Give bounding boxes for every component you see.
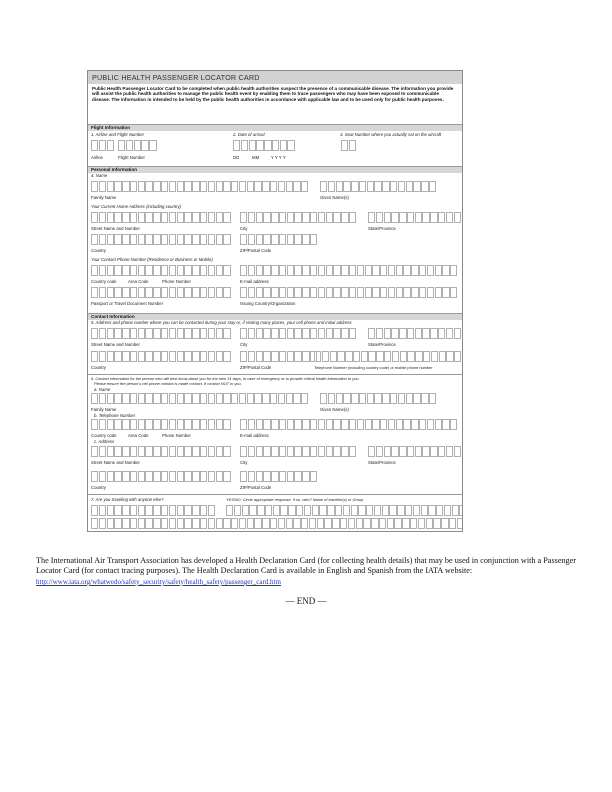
issuing-label: Issuing Country/Organization xyxy=(240,301,296,306)
card-intro: Public Health Passenger Locator Card to be completed when public health authorities suspect the presence of a communicable disease. The information you provide will assist the public health authorities to manage the public health event by enabling them to trace passengers who may have been exposed to communicable disease. The information in intended to be held by the public health authorities in accordance with applicable law and to be used only for public health purposes. xyxy=(92,86,454,102)
contact-country-label: Country xyxy=(91,365,107,370)
q1-label: 1. Airline and Flight Number xyxy=(91,132,145,137)
q6a-label: a. Name xyxy=(94,387,111,392)
q7-yesno-boxes[interactable] xyxy=(91,505,216,516)
given-names-label: Given Name(s) xyxy=(320,195,349,200)
country-label: Country xyxy=(91,248,107,253)
q3-label: 3. Seat Number where you actually sat on the aircraft xyxy=(340,132,442,137)
flight-number-label: Flight Number xyxy=(118,155,145,160)
email-boxes[interactable] xyxy=(240,265,458,276)
q5-label: 5. Address and phone number where you can be contacted during your stay or, if visiting many places, your cell phone and initial address xyxy=(91,320,352,325)
contact6-street-label: Street Name and Number xyxy=(91,460,140,465)
phone-number-label: Phone Number xyxy=(162,279,191,284)
family-name-label: Family Name xyxy=(91,195,117,200)
separator xyxy=(88,494,462,495)
contact-telephone-label: Telephone Number (including country code) or mobile phone number xyxy=(314,365,433,370)
contact6-given-boxes[interactable] xyxy=(320,393,437,404)
q7-name-boxes[interactable] xyxy=(226,505,463,516)
contact6-area-code-label: Area Code xyxy=(128,433,149,438)
contact-zip-boxes[interactable] xyxy=(240,351,318,362)
passenger-locator-card xyxy=(87,70,463,532)
contact-state-boxes[interactable] xyxy=(368,328,461,339)
q6-note: Please ensure the person's cell phone contact is made contact. If contact NOT to you. xyxy=(94,381,242,386)
area-code-label: Area Code xyxy=(128,279,149,284)
issuing-boxes[interactable] xyxy=(240,287,458,298)
contact-telephone-boxes[interactable] xyxy=(314,351,462,362)
contact6-given-label: Given Name(s) xyxy=(320,407,349,412)
q6c-label: c. Address xyxy=(94,439,115,444)
contact-city-boxes[interactable] xyxy=(240,328,357,339)
q4-label: 4. Name xyxy=(91,173,108,178)
contact-country-boxes[interactable] xyxy=(91,351,231,362)
street-label: Street Name and Number xyxy=(91,226,140,231)
street-boxes[interactable] xyxy=(91,212,231,223)
contact6-family-label: Family Name xyxy=(91,407,117,412)
yyyy-label: Y Y Y Y xyxy=(271,155,286,160)
footer-paragraph: The International Air Transport Association has developed a Health Declaration Card (for collecting health details) that may be used in conjunction with a Passenger Locator Card (for contact tracing purposes). The Health Declaration Card is available in English and Spanish from the IATA website: xyxy=(36,556,576,575)
contact-street-boxes[interactable] xyxy=(91,328,231,339)
contact6-country-label: Country xyxy=(91,485,107,490)
section-header-personal: Personal Information xyxy=(88,166,462,173)
q6b-label: b. Telephone Number xyxy=(94,413,136,418)
contact6-country-boxes[interactable] xyxy=(91,471,231,482)
airline-label: Airline xyxy=(91,155,103,160)
contact6-state-label: State/Province xyxy=(368,460,396,465)
state-boxes[interactable] xyxy=(368,212,461,223)
family-name-boxes[interactable] xyxy=(91,181,309,192)
contact6-city-boxes[interactable] xyxy=(240,446,357,457)
contact6-family-boxes[interactable] xyxy=(91,393,309,404)
zip-label: ZIP/Postal Code xyxy=(240,248,272,253)
mm-label: MM xyxy=(252,155,260,160)
contact6-city-label: City xyxy=(240,460,248,465)
q7-label: 7. Are you traveling with anyone else? xyxy=(91,497,164,502)
country-code-label: Country code xyxy=(91,279,117,284)
airline-boxes[interactable] xyxy=(91,140,114,151)
separator xyxy=(88,374,462,375)
seat-number-boxes[interactable] xyxy=(341,140,357,151)
contact6-state-boxes[interactable] xyxy=(368,446,461,457)
contact6-country-code-label: Country code xyxy=(91,433,117,438)
given-names-boxes[interactable] xyxy=(320,181,437,192)
email-label: E-mail address xyxy=(240,279,269,284)
dd-label: DD xyxy=(233,155,240,160)
contact6-street-boxes[interactable] xyxy=(91,446,231,457)
q6-label: 6. Contact information for the person who will best know about you for the next 31 days, in case of emergency or to provide critical health information to you. xyxy=(91,376,360,381)
contact-city-label: City xyxy=(240,342,248,347)
passport-label: Passport or Travel Document Number xyxy=(91,301,164,306)
contact-street-label: Street Name and Number xyxy=(91,342,140,347)
iata-link[interactable]: http://www.iata.org/whatwedo/safety_security/safety/health_safety/passenger_card.htm xyxy=(36,578,281,586)
q7-name-boxes-2[interactable] xyxy=(91,518,463,529)
contact6-zip-label: ZIP/Postal Code xyxy=(240,485,272,490)
contact6-email-boxes[interactable] xyxy=(240,419,458,430)
phone-boxes[interactable] xyxy=(91,265,231,276)
contact6-phone-number-label: Phone Number xyxy=(162,433,191,438)
state-label: State/Province xyxy=(368,226,396,231)
q2-label: 2. Date of arrival xyxy=(233,132,265,137)
contact6-phone-boxes[interactable] xyxy=(91,419,231,430)
city-label: City xyxy=(240,226,248,231)
contact6-email-label: E-mail address xyxy=(240,433,269,438)
section-header-contact: Contact Information xyxy=(88,313,462,320)
section-header-flight: Flight Information xyxy=(88,124,462,131)
contact6-zip-boxes[interactable] xyxy=(240,471,318,482)
card-title: PUBLIC HEALTH PASSENGER LOCATOR CARD xyxy=(88,71,462,84)
arrival-date-boxes[interactable] xyxy=(233,140,295,151)
city-boxes[interactable] xyxy=(240,212,357,223)
zip-boxes[interactable] xyxy=(240,234,318,245)
phone-heading: Your Contact Phone Number (Residence or Business or Mobile) xyxy=(91,257,213,262)
home-address-label: Your Current Home Address (including country) xyxy=(91,204,182,209)
contact-state-label: State/Province xyxy=(368,342,396,347)
country-boxes[interactable] xyxy=(91,234,231,245)
end-marker: — END — xyxy=(285,596,327,606)
contact-zip-label: ZIP/Postal Code xyxy=(240,365,272,370)
q7-note: YES/NO. Circle appropriate response. If so, who? Name of traveller(s) or Group xyxy=(226,497,364,502)
passport-boxes[interactable] xyxy=(91,287,231,298)
flight-number-boxes[interactable] xyxy=(118,140,157,151)
